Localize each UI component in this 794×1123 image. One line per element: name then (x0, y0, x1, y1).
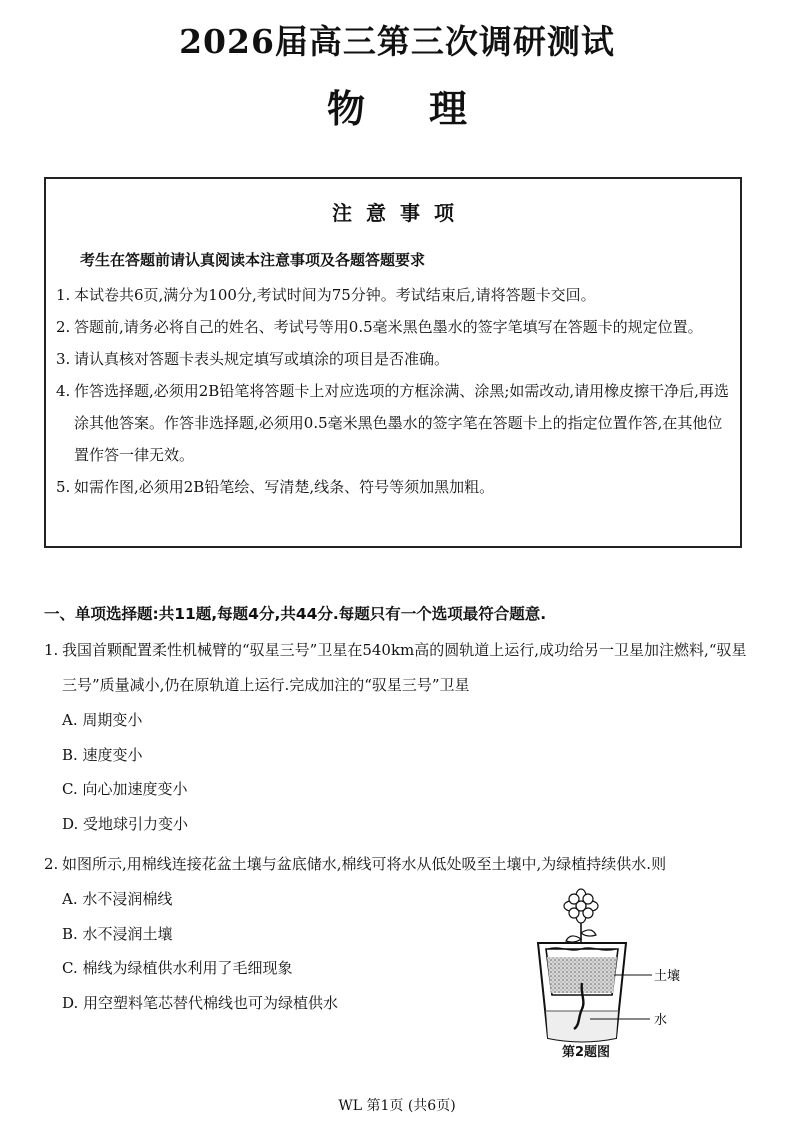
option-c: C. 棉线为绿植供水利用了毛细现象 (62, 959, 293, 977)
notice-item (56, 279, 736, 311)
option-b: B. 速度变小 (62, 745, 143, 764)
question-number: 2. (44, 855, 59, 873)
exam-subject: 物理 (326, 86, 531, 131)
notice-item (56, 343, 736, 375)
notice-item-number: 3. (56, 350, 71, 368)
page-footer: WL 第1页 (共6页) (338, 1098, 456, 1114)
notice-box (44, 177, 742, 548)
notice-item-text: 作答选择题,必须用2B铅笔将答题卡上对应选项的方框涂满、涂黑;如需改动,请用橡皮擦干净后,再选涂其他答案。作答非选择题,必须用0.5毫米黑色墨水的签字笔在答题卡上的指定位置作答,在其他位置作答一律无效。 (74, 382, 729, 464)
question-number: 1. (44, 641, 59, 659)
exam-title: 2026届高三第三次调研测试 (179, 22, 615, 61)
option-b: B. 水不浸润土壤 (62, 924, 173, 943)
notice-intro: 考生在答题前请认真阅读本注意事项及各题答题要求 (80, 251, 426, 269)
question-stem: 如图所示,用棉线连接花盆土壤与盆底储水,棉线可将水从低处吸至土壤中,为绿植持续供水.则 (62, 855, 667, 873)
question-stem: 我国首颗配置柔性机械臂的“驭星三号”卫星在540km高的圆轨道上运行,成功给另一卫星加注燃料,“驭星三号”质量减小,仍在原轨道上运行.完成加注的“驭星三号”卫星 (62, 641, 747, 694)
soil-label: 土壤 (654, 969, 681, 984)
notice-item-number: 2. (56, 318, 71, 336)
question-stem-row (44, 847, 754, 882)
flower-icon (564, 889, 598, 949)
notice-item-text: 请认真核对答题卡表头规定填写或填涂的项目是否准确。 (74, 350, 450, 368)
section-heading: 一、单项选择题:共11题,每题4分,共44分.每题只有一个选项最符合题意. (44, 605, 547, 623)
option-d: D. 受地球引力变小 (62, 814, 189, 833)
question-1 (44, 633, 749, 841)
notice-item-number: 4. (56, 382, 71, 400)
notice-item-text: 如需作图,必须用2B铅笔绘、写清楚,线条、符号等须加黑加粗。 (74, 478, 495, 496)
water-label: 水 (654, 1013, 668, 1028)
notice-item-text: 本试卷共6页,满分为100分,考试时间为75分钟。考试结束后,请将答题卡交回。 (74, 286, 596, 304)
notice-item (56, 311, 736, 343)
figure-caption: 第2题图 (561, 1045, 611, 1060)
option-a: A. 水不浸润棉线 (62, 890, 173, 908)
water-layer (546, 1011, 618, 1042)
notice-item (56, 375, 736, 471)
notice-item (56, 471, 736, 503)
notice-item-number: 5. (56, 478, 71, 496)
notice-item-number: 1. (56, 286, 71, 304)
flowerpot-figure (530, 883, 700, 1063)
notice-list (56, 279, 736, 503)
option-d: D. 用空塑料笔芯替代棉线也可为绿植供水 (62, 993, 339, 1012)
question-stem-row (44, 633, 749, 703)
notice-item-text: 答题前,请务必将自己的姓名、考试号等用0.5毫米黑色墨水的签字笔填写在答题卡的规定位置。 (74, 318, 703, 336)
notice-heading: 注意事项 (332, 201, 468, 225)
option-c: C. 向心加速度变小 (62, 780, 188, 798)
option-a: A. 周期变小 (62, 711, 143, 729)
